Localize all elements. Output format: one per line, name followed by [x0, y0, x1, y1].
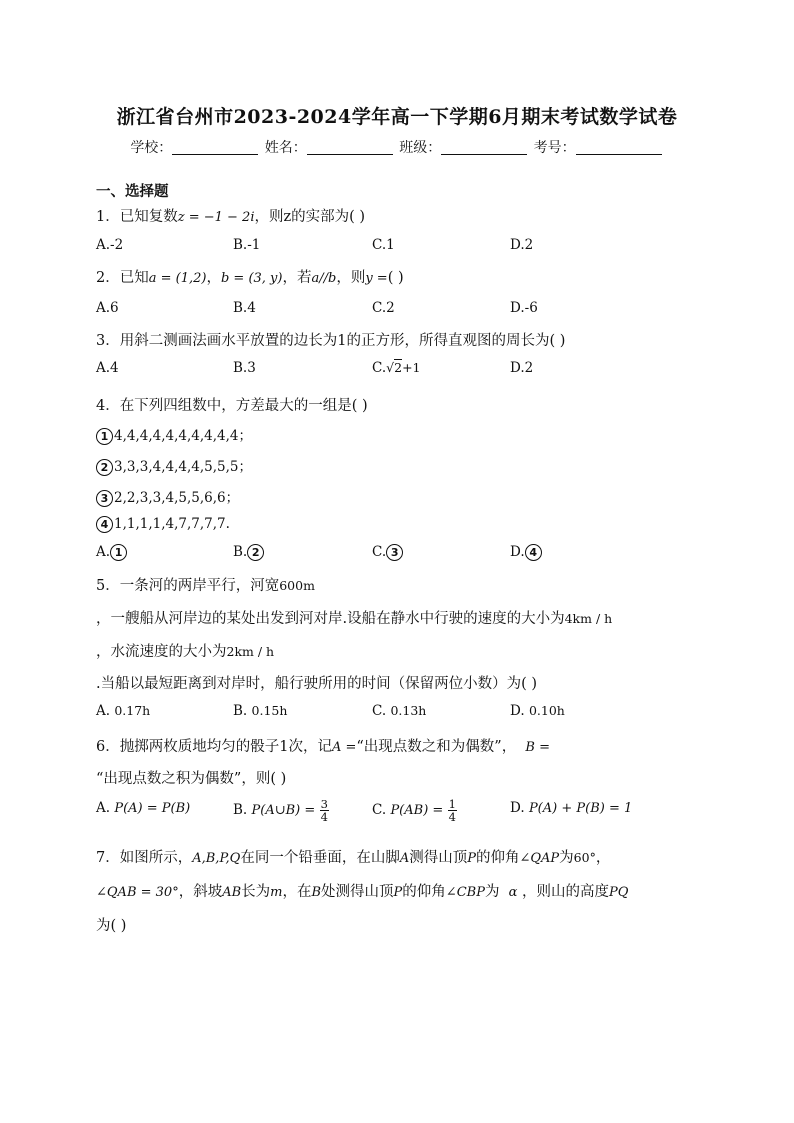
- question-6-line-1: [96, 735, 550, 756]
- q7-l1-d: 的仰角: [475, 850, 520, 866]
- q5-option-c-value: 0.13h: [390, 703, 427, 718]
- question-2: [96, 266, 404, 287]
- q2-vector-a: a = (1,2): [148, 271, 207, 286]
- circled-number-icon: 2: [96, 459, 113, 476]
- q5-boat-speed: 4km / h: [564, 611, 613, 626]
- circled-number-icon: 1: [96, 428, 113, 445]
- q6-option-d[interactable]: [510, 800, 632, 816]
- question-7-line-3: 为( ): [96, 918, 127, 934]
- q6-option-b-num: 3: [320, 797, 328, 811]
- q5-option-b-value: 0.15h: [251, 703, 288, 718]
- q7-l1-P: P: [467, 851, 476, 866]
- question-6-line-2: “出现点数之积为偶数”，则( ): [96, 771, 287, 787]
- q4-option-a[interactable]: [96, 544, 128, 561]
- q1-math: z = −1 − 2i: [177, 210, 255, 225]
- q7-l2-m: m: [270, 885, 283, 900]
- q7-l1-angle: ∠QAP: [519, 851, 560, 866]
- q5-option-a[interactable]: [96, 703, 150, 719]
- q7-l2-b: 长为: [241, 884, 271, 900]
- q2-option-b[interactable]: B.4: [233, 300, 256, 316]
- q6-option-a-math: P(A) = P(B): [114, 801, 191, 816]
- question-1: [96, 205, 365, 226]
- exam-title: 浙江省台州市2023-2024学年高一下学期6月期末考试数学试卷: [116, 106, 678, 128]
- q6-event-a-text: “出现点数之和为偶数”，: [356, 739, 517, 755]
- q6-option-a[interactable]: [96, 800, 190, 816]
- circled-number-icon: 3: [96, 490, 113, 507]
- q4-option-c-letter: C.: [372, 544, 387, 560]
- q7-l1-e: 为: [559, 850, 574, 866]
- q6-option-a-letter: A.: [96, 800, 111, 816]
- q3-option-a[interactable]: A.4: [96, 360, 119, 376]
- q6-option-b-math: P(A∪B) =: [251, 803, 316, 818]
- q7-l1-a: 7．如图所示，: [96, 850, 193, 866]
- q4-group-1-values: 4,4,4,4,4,4,4,4,4,4；: [114, 428, 253, 444]
- question-3: 3．用斜二测画法画水平放置的边长为1的正方形，所得直观图的周长为( ): [96, 333, 566, 349]
- q5-option-b-letter: B.: [233, 703, 248, 719]
- question-5-line-1: [96, 574, 315, 595]
- q3-option-c-radicand: 2: [394, 360, 403, 375]
- q2-text-b: ，若: [282, 270, 312, 286]
- q2-option-a[interactable]: A.6: [96, 300, 119, 316]
- q7-l2-alpha: α: [508, 885, 518, 900]
- q3-option-c[interactable]: [372, 360, 421, 376]
- q6-option-c-math: P(AB) =: [390, 803, 444, 818]
- q7-l2-c: ，在: [282, 884, 312, 900]
- q4-group-3: [96, 486, 239, 507]
- q5-option-a-letter: A.: [96, 703, 111, 719]
- name-blank[interactable]: [307, 140, 393, 155]
- q3-option-c-letter: C.: [372, 360, 387, 376]
- q5-option-d-value: 0.10h: [528, 703, 565, 718]
- q6-option-d-letter: D.: [510, 800, 525, 816]
- question-5-line-4: .当船以最短距离到对岸时，船行驶所用的时间（保留两位小数）为( ): [96, 676, 538, 692]
- q7-l2-PQ: PQ: [609, 885, 629, 900]
- number-label: 考号：: [533, 140, 576, 156]
- sqrt-icon: √: [386, 360, 395, 375]
- q3-option-d[interactable]: D.2: [510, 360, 534, 376]
- q2-text-sep: ，: [206, 270, 221, 286]
- q1-option-a[interactable]: A.-2: [96, 237, 124, 253]
- q4-group-4-values: 1,1,1,1,4,7,7,7,7.: [114, 516, 230, 532]
- q1-text-b: ，则z的实部为( ): [254, 209, 366, 225]
- school-blank[interactable]: [172, 140, 258, 155]
- section-title: 一、选择题: [96, 183, 169, 200]
- q7-l2-angle2: ∠CBP: [445, 885, 485, 900]
- q4-option-b[interactable]: [233, 544, 265, 561]
- q4-group-3-values: 2,2,3,3,4,5,5,6,6；: [114, 490, 240, 506]
- question-4: 4．在下列四组数中，方差最大的一组是( ): [96, 398, 368, 414]
- q6-event-a: A =: [331, 740, 357, 755]
- q6-option-b-den: 4: [320, 810, 328, 824]
- q4-group-2: [96, 455, 252, 476]
- q1-option-b[interactable]: B.-1: [233, 237, 261, 253]
- q7-l2-AB: AB: [222, 885, 242, 900]
- question-7-line-1: [96, 846, 610, 867]
- q7-l2-e: 的仰角: [402, 884, 446, 900]
- class-label: 班级：: [399, 140, 442, 156]
- number-blank[interactable]: [576, 140, 662, 155]
- q7-l1-points: A,B,P,Q: [192, 851, 241, 866]
- name-label: 姓名：: [264, 140, 307, 156]
- q2-vector-b: b = (3, y): [220, 271, 283, 286]
- circled-number-icon: 4: [525, 544, 542, 561]
- q6-option-c-letter: C.: [372, 802, 387, 818]
- q7-l2-d: 处测得山顶: [321, 884, 394, 900]
- q6-option-b-fraction: [320, 798, 329, 823]
- q5-line1-text: 5．一条河的两岸平行，河宽: [96, 578, 280, 594]
- q4-option-d-letter: D.: [510, 544, 525, 560]
- q4-option-a-letter: A.: [96, 544, 111, 560]
- q7-l2-P: P: [393, 885, 403, 900]
- q2-y: y =: [365, 271, 388, 286]
- q6-option-c-fraction: [448, 798, 457, 823]
- q5-width: 600m: [279, 578, 315, 593]
- q6-option-c-den: 4: [448, 810, 456, 824]
- student-info-line: [0, 137, 794, 157]
- q2-text-c: ，则: [336, 270, 366, 286]
- q7-l2-B: B: [311, 885, 322, 900]
- q5-option-c-letter: C.: [372, 703, 387, 719]
- q6-option-c[interactable]: [372, 798, 457, 823]
- q5-line2-text: ，一艘船从河岸边的某处出发到河对岸.设船在静水中行驶的速度的大小为: [96, 611, 565, 627]
- q7-l2-f: 为: [484, 884, 500, 900]
- q5-option-d-letter: D.: [510, 703, 525, 719]
- q4-option-c[interactable]: [372, 544, 404, 561]
- circled-number-icon: 2: [247, 544, 264, 561]
- q7-l1-c: 测得山顶: [409, 850, 468, 866]
- q2-text-d: ( ): [387, 270, 404, 286]
- q7-l1-A: A: [399, 851, 410, 866]
- question-5-line-2: [96, 607, 612, 628]
- school-label: 学校：: [130, 140, 173, 156]
- q5-option-c[interactable]: [372, 703, 426, 719]
- q7-l2-angle: ∠QAB = 30°: [96, 885, 179, 900]
- q6-line1-text: 6．抛掷两枚质地均匀的骰子1次，记: [96, 739, 332, 755]
- q4-group-2-values: 3,3,3,4,4,4,4,5,5,5；: [114, 459, 253, 475]
- q3-option-c-tail: +1: [402, 360, 421, 375]
- q5-option-b[interactable]: [233, 703, 287, 719]
- q4-option-d[interactable]: [510, 544, 543, 561]
- q6-option-b-letter: B.: [233, 802, 248, 818]
- q4-group-1: [96, 424, 252, 445]
- q6-option-c-num: 1: [448, 797, 456, 811]
- q5-option-a-value: 0.17h: [114, 703, 151, 718]
- q2-parallel: a//b: [311, 271, 337, 286]
- q1-option-d[interactable]: D.2: [510, 237, 534, 253]
- q7-l2-g: ，则山的高度: [522, 884, 610, 900]
- q7-l1-f: ，: [595, 850, 611, 866]
- q4-option-b-letter: B.: [233, 544, 248, 560]
- q4-group-4: [96, 516, 230, 533]
- q7-l2-a: ，斜坡: [178, 884, 223, 900]
- q2-text-a: 2．已知: [96, 270, 149, 286]
- q6-option-d-math: P(A) + P(B) = 1: [528, 801, 633, 816]
- q3-option-b[interactable]: B.3: [233, 360, 256, 376]
- circled-number-icon: 3: [386, 544, 403, 561]
- q5-line3-text: ，水流速度的大小为: [96, 644, 227, 660]
- question-5-line-3: [96, 640, 274, 661]
- q1-text-a: 1．已知复数: [96, 209, 178, 225]
- question-7-line-2: [96, 880, 628, 901]
- q6-option-b[interactable]: [233, 798, 329, 823]
- q2-option-c[interactable]: C.2: [372, 300, 395, 316]
- circled-number-icon: 4: [96, 516, 113, 533]
- q1-option-c[interactable]: C.1: [372, 237, 395, 253]
- q6-event-b: B =: [525, 740, 550, 755]
- q7-l1-value: 60°: [573, 850, 596, 865]
- q5-option-d[interactable]: [510, 703, 565, 719]
- class-blank[interactable]: [441, 140, 527, 155]
- q2-option-d[interactable]: D.-6: [510, 300, 538, 316]
- q7-l1-b: 在同一个铅垂面，在山脚: [240, 850, 400, 866]
- circled-number-icon: 1: [110, 544, 127, 561]
- q5-current-speed: 2km / h: [226, 644, 275, 659]
